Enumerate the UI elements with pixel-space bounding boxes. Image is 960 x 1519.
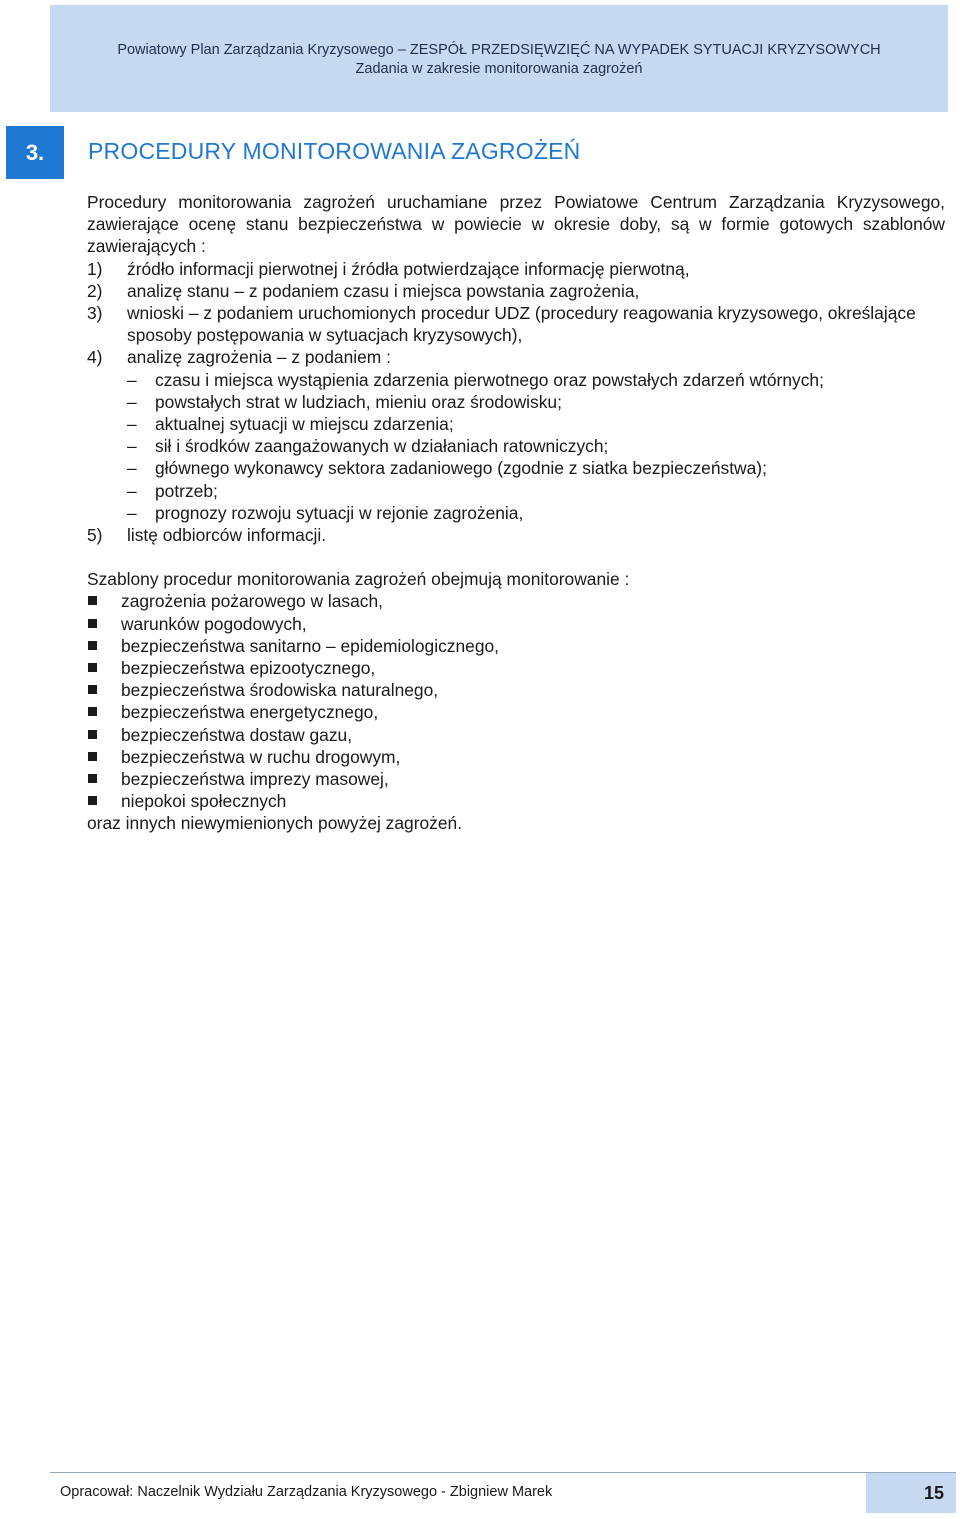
header-title: Powiatowy Plan Zarządzania Kryzysowego – ZESPÓŁ PRZEDSIĘWZIĘĆ NA WYPADEK SYTUACJI KRYZYSOWYCH: [117, 42, 881, 58]
bullet-text: bezpieczeństwa energetycznego,: [121, 702, 379, 723]
list-number: 5): [87, 525, 103, 546]
square-bullet-icon: [88, 752, 97, 761]
sub-list-item: [87, 502, 945, 524]
square-bullet-icon: [88, 774, 97, 783]
bullet-text: bezpieczeństwa środowiska naturalnego,: [121, 680, 439, 701]
sub-list-text: potrzeb;: [155, 480, 218, 501]
sub-list-item: [87, 391, 945, 413]
sub-list-text: głównego wykonawcy sektora zadaniowego (zgodnie z siatka bezpieczeństwa);: [155, 458, 767, 479]
sub-list-item: [87, 369, 945, 391]
numbered-list: [87, 258, 945, 547]
dash-bullet: –: [127, 391, 137, 412]
templates-intro: Szablony procedur monitorowania zagrożeń obejmują monitorowanie :: [87, 569, 630, 590]
sub-list-text: sił i środków zaangażowanych w działaniach ratowniczych;: [155, 436, 609, 457]
sub-list-item: [87, 435, 945, 457]
bullet-item: [87, 768, 945, 790]
sub-list-text: prognozy rozwoju sytuacji w rejonie zagrożenia,: [155, 502, 524, 523]
dash-bullet: –: [127, 414, 137, 435]
page-header: [50, 5, 948, 112]
square-bullet-icon: [88, 707, 97, 716]
header-subtitle: Zadania w zakresie monitorowania zagrożeń: [355, 61, 643, 77]
bullet-item: [87, 724, 945, 746]
bullet-item: [87, 746, 945, 768]
bullet-list: [87, 590, 945, 812]
square-bullet-icon: [88, 619, 97, 628]
page-number: 15: [866, 1473, 956, 1513]
list-item: [87, 524, 945, 546]
list-text: listę odbiorców informacji.: [127, 525, 327, 546]
list-item: [87, 258, 945, 280]
list-text: wnioski – z podaniem uruchomionych procedur UDZ (procedury reagowania kryzysowego, określające sposoby postępowania w sytuacjach kryzysowych),: [127, 303, 916, 346]
intro-paragraph: Procedury monitorowania zagrożeń uruchamiane przez Powiatowe Centrum Zarządzania Kryzysowego, zawierające ocenę stanu bezpieczeństwa w powiecie w okresie doby, są w formie gotowych szablonów zawierających :: [87, 192, 945, 257]
bullet-text: zagrożenia pożarowego w lasach,: [121, 591, 383, 612]
bullet-text: bezpieczeństwa epizootycznego,: [121, 658, 376, 679]
section-number: 3.: [6, 126, 64, 179]
list-item: [87, 302, 945, 346]
dash-bullet: –: [127, 480, 137, 501]
list-text: źródło informacji pierwotnej i źródła potwierdzające informację pierwotną,: [127, 258, 690, 279]
list-text: analizę stanu – z podaniem czasu i miejsca powstania zagrożenia,: [127, 280, 640, 301]
bullet-text: bezpieczeństwa sanitarno – epidemiologicznego,: [121, 635, 500, 656]
sub-list-item: [87, 457, 945, 479]
bullet-text: bezpieczeństwa w ruchu drogowym,: [121, 746, 401, 767]
square-bullet-icon: [88, 796, 97, 805]
paragraph-gap: [87, 546, 945, 568]
dash-bullet: –: [127, 502, 137, 523]
footer-divider: [50, 1472, 956, 1473]
bullet-item: [87, 613, 945, 635]
sub-list-text: czasu i miejsca wystąpienia zdarzenia pierwotnego oraz powstałych zdarzeń wtórnych;: [155, 369, 824, 390]
section-title: PROCEDURY MONITOROWANIA ZAGROŻEŃ: [88, 138, 581, 164]
bullet-item: [87, 679, 945, 701]
list-number: 1): [87, 258, 103, 279]
list-number: 4): [87, 347, 103, 368]
bullet-item: [87, 657, 945, 679]
sub-list-text: powstałych strat w ludziach, mieniu oraz środowisku;: [155, 391, 562, 412]
closing-line: oraz innych niewymienionych powyżej zagrożeń.: [87, 813, 463, 834]
square-bullet-icon: [88, 685, 97, 694]
bullet-item: [87, 790, 945, 812]
bullet-item: [87, 590, 945, 612]
list-number: 2): [87, 280, 103, 301]
bullet-text: niepokoi społecznych: [121, 791, 287, 812]
list-item: [87, 346, 945, 368]
list-item: [87, 280, 945, 302]
square-bullet-icon: [88, 663, 97, 672]
sub-list: [87, 369, 945, 524]
dash-bullet: –: [127, 458, 137, 479]
bullet-text: bezpieczeństwa dostaw gazu,: [121, 724, 353, 745]
list-number: 3): [87, 303, 103, 324]
bullet-text: bezpieczeństwa imprezy masowej,: [121, 769, 389, 790]
bullet-item: [87, 635, 945, 657]
document-body: [87, 191, 945, 835]
square-bullet-icon: [88, 730, 97, 739]
sub-list-item: [87, 413, 945, 435]
sub-list-item: [87, 480, 945, 502]
dash-bullet: –: [127, 436, 137, 457]
sub-list-text: aktualnej sytuacji w miejscu zdarzenia;: [155, 414, 454, 435]
footer-author: Opracował: Naczelnik Wydziału Zarządzania Kryzysowego - Zbigniew Marek: [60, 1484, 553, 1500]
list-text: analizę zagrożenia – z podaniem :: [127, 347, 391, 368]
bullet-item: [87, 701, 945, 723]
bullet-text: warunków pogodowych,: [121, 613, 307, 634]
square-bullet-icon: [88, 596, 97, 605]
square-bullet-icon: [88, 641, 97, 650]
dash-bullet: –: [127, 369, 137, 390]
